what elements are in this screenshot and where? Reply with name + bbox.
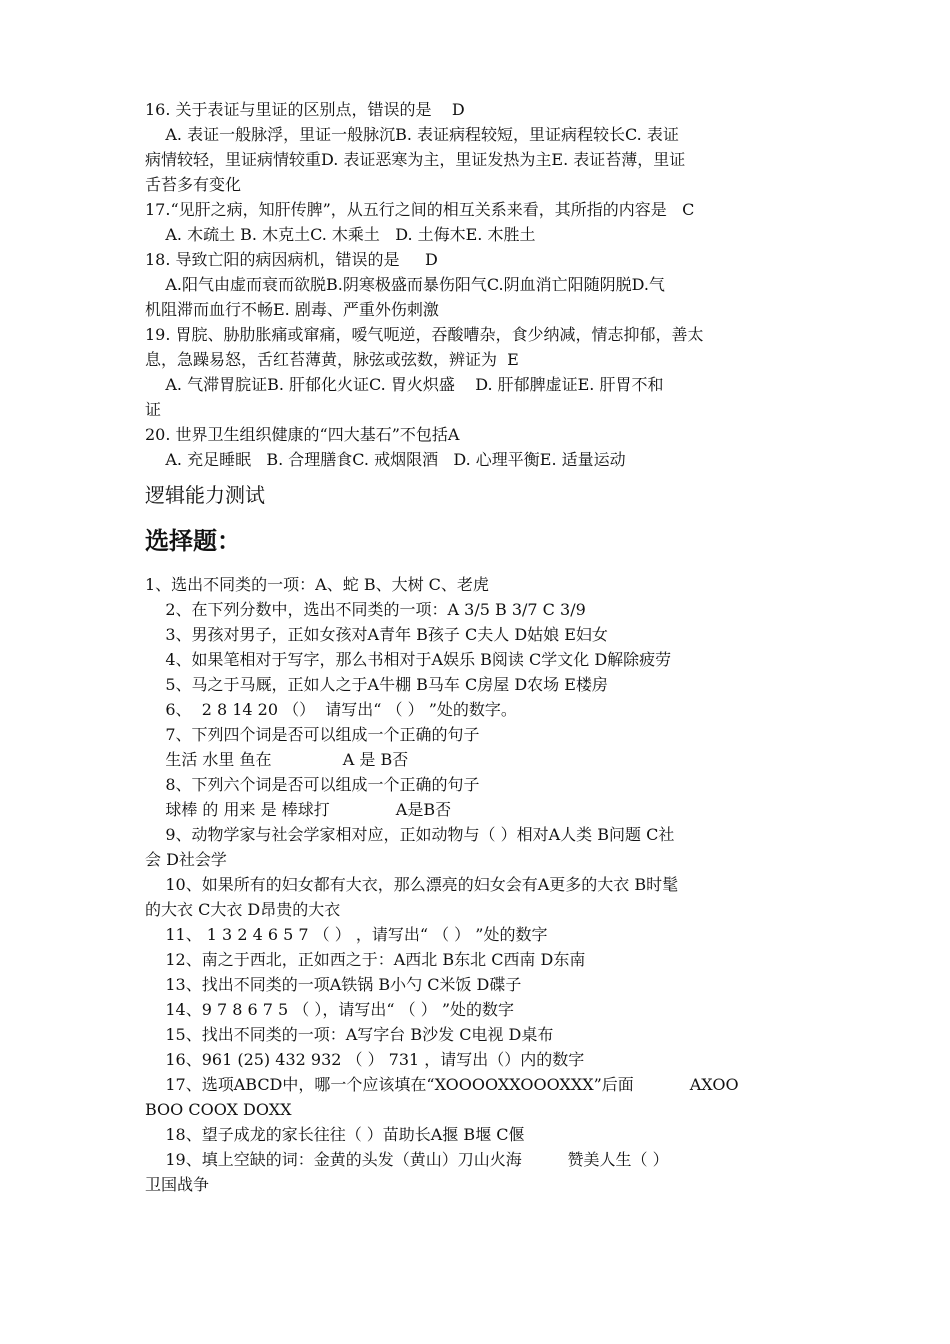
logic-questions xyxy=(145,572,813,1197)
logic-line: 11、 1 3 2 4 6 5 7 （ ） ，请写出“ （ ） ”处的数字 xyxy=(145,925,548,944)
logic-line: 4、如果笔相对于写字，那么书相对于A娱乐 B阅读 C学文化 D解除疲劳 xyxy=(145,650,672,669)
logic-line: BOO COOX DOXX xyxy=(145,1100,292,1119)
question-16-stem: 16. 关于表证与里证的区别点，错误的是 D xyxy=(145,100,465,119)
question-17-options: A. 木疏土 B. 木克土C. 木乘土 D. 土侮木E. 木胜土 xyxy=(145,225,536,244)
logic-line: 球棒 的 用来 是 棒球打 A是B否 xyxy=(145,800,452,819)
logic-line: 18、望子成龙的家长往往（ ）苗助长A揠 B堰 C偃 xyxy=(145,1125,525,1144)
logic-line: 7、下列四个词是否可以组成一个正确的句子 xyxy=(145,725,480,744)
logic-line: 5、马之于马厩，正如人之于A牛棚 B马车 C房屋 D农场 E楼房 xyxy=(145,675,608,694)
logic-line: 3、男孩对男子，正如女孩对A青年 B孩子 C夫人 D姑娘 E妇女 xyxy=(145,625,608,644)
logic-line: 13、找出不同类的一项A铁锅 B小勺 C米饭 D碟子 xyxy=(145,975,522,994)
question-19-stem-cont: 息，急躁易怒，舌红苔薄黄，脉弦或弦数，辨证为 E xyxy=(145,350,519,369)
question-20-stem: 20. 世界卫生组织健康的“四大基石”不包括A xyxy=(145,425,460,444)
question-16-options-cont: 病情较轻，里证病情较重D. 表证恶寒为主，里证发热为主E. 表证苔薄，里证 xyxy=(145,150,686,169)
logic-line: 8、下列六个词是否可以组成一个正确的句子 xyxy=(145,775,480,794)
question-18-options-cont: 机阻滞而血行不畅E. 剧毒、严重外伤刺激 xyxy=(145,300,439,319)
question-17-stem: 17.“见肝之病，知肝传脾”，从五行之间的相互关系来看，其所指的内容是 C xyxy=(145,200,695,219)
logic-line: 9、动物学家与社会学家相对应，正如动物与（ ）相对A人类 B问题 C社 xyxy=(145,825,675,844)
question-18-options: A.阳气由虚而衰而欲脱B.阴寒极盛而暴伤阳气C.阴血消亡阳随阴脱D.气 xyxy=(145,275,665,294)
logic-line: 生活 水里 鱼在 A 是 B否 xyxy=(145,750,409,769)
question-18-stem: 18. 导致亡阳的病因病机，错误的是 D xyxy=(145,250,438,269)
medical-questions xyxy=(145,97,813,472)
logic-line: 会 D社会学 xyxy=(145,850,227,869)
logic-line: 卫国战争 xyxy=(145,1175,210,1194)
logic-line: 1、选出不同类的一项：A、蛇 B、大树 C、老虎 xyxy=(145,575,489,594)
question-16-options-cont: 舌苔多有变化 xyxy=(145,175,242,194)
document-page xyxy=(145,97,813,1197)
question-20-options: A. 充足睡眠 B. 合理膳食C. 戒烟限酒 D. 心理平衡E. 适量运动 xyxy=(145,450,626,469)
logic-line: 14、9 7 8 6 7 5 （ ），请写出“ （ ） ”处的数字 xyxy=(145,1000,515,1019)
logic-line: 16、961 (25) 432 932 （ ） 731 ，请写出（）内的数字 xyxy=(145,1050,585,1069)
section-title: 逻辑能力测试 xyxy=(145,483,265,507)
question-19-options-cont: 证 xyxy=(145,400,162,419)
logic-line: 2、在下列分数中，选出不同类的一项：A 3/5 B 3/7 C 3/9 xyxy=(145,600,586,619)
question-19-options: A. 气滞胃脘证B. 肝郁化火证C. 胃火炽盛 D. 肝郁脾虚证E. 肝胃不和 xyxy=(145,375,664,394)
logic-line: 12、南之于西北，正如西之于：A西北 B东北 C西南 D东南 xyxy=(145,950,586,969)
logic-line: 的大衣 C大衣 D昂贵的大衣 xyxy=(145,900,341,919)
logic-line: 10、如果所有的妇女都有大衣，那么漂亮的妇女会有A更多的大衣 B时髦 xyxy=(145,875,679,894)
logic-line: 19、填上空缺的词：金黄的头发（黄山）刀山火海 赞美人生（ ） xyxy=(145,1150,669,1169)
logic-line: 17、选项ABCD中，哪一个应该填在“XOOOOXXOOOXXX”后面 AXOO xyxy=(145,1075,739,1094)
question-16-options: A. 表证一般脉浮，里证一般脉沉B. 表证病程较短，里证病程较长C. 表证 xyxy=(145,125,679,144)
logic-line: 15、找出不同类的一项：A写字台 B沙发 C电视 D桌布 xyxy=(145,1025,554,1044)
heading: 选择题： xyxy=(145,527,241,555)
question-19-stem: 19. 胃脘、胁肋胀痛或窜痛，嗳气呃逆，吞酸嘈杂，食少纳减，情志抑郁，善太 xyxy=(145,325,704,344)
logic-line: 6、 2 8 14 20 （） 请写出“ （ ） ”处的数字。 xyxy=(145,700,517,719)
